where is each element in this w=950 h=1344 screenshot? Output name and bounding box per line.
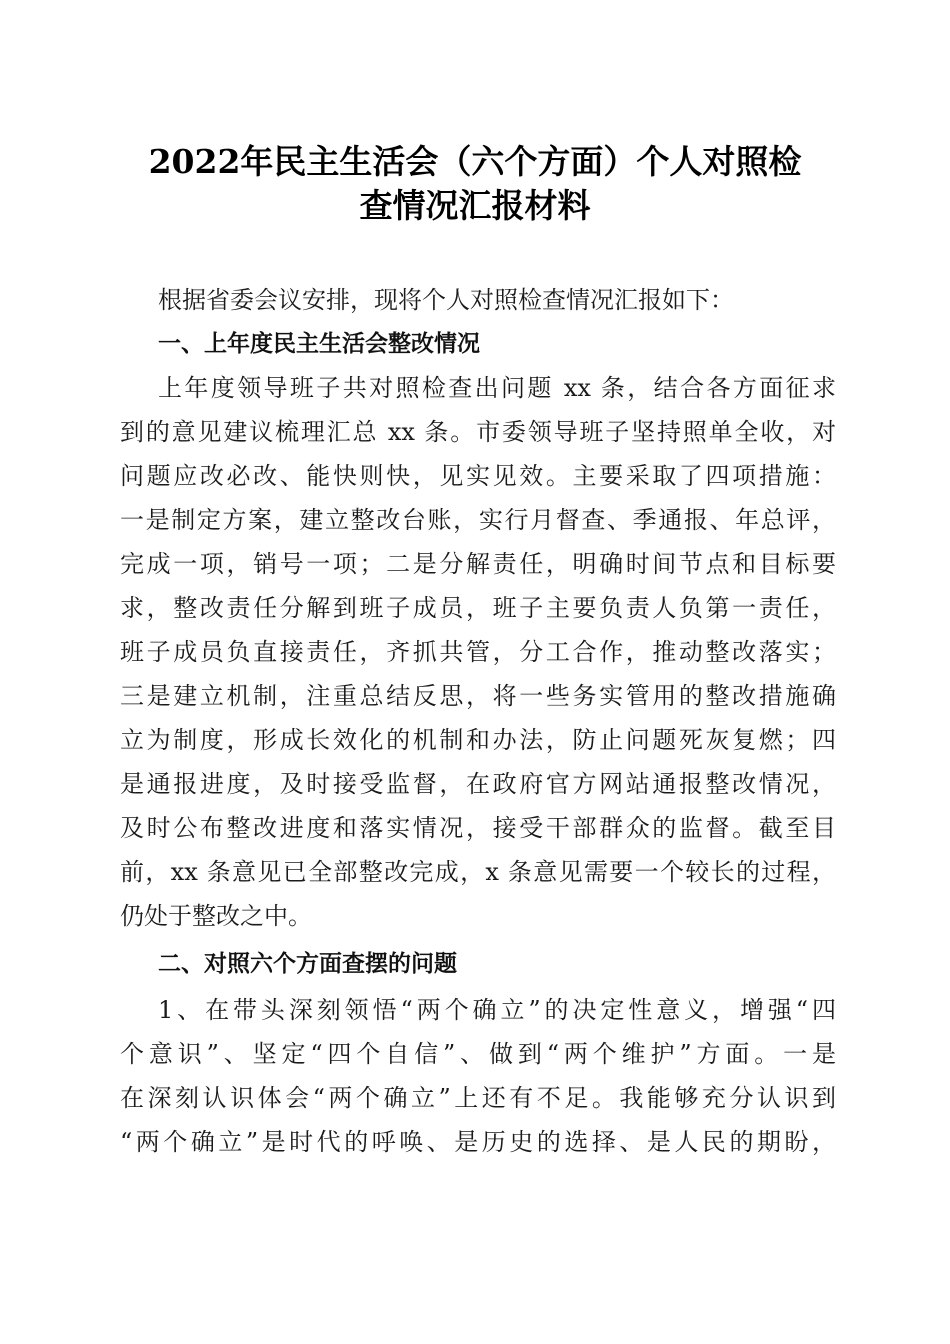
section-1-text-line: 问题应改必改、能快则快，见实见效。主要采取了四项措施：: [120, 462, 836, 490]
document-title-line-2: 查情况汇报材料: [359, 186, 591, 225]
document-title-line-1: 2022年民主生活会（六个方面）个人对照检: [148, 142, 802, 181]
section-1-text-line: 三是建立机制，注重总结反思，将一些务实管用的整改措施确: [120, 682, 836, 710]
section-1-text-line: 到的意见建议梳理汇总 xx 条。市委领导班子坚持照单全收，对: [120, 418, 836, 446]
section-2-text-line: 在深刻认识体会“两个确立”上还有不足。我能够充分认识到: [120, 1084, 836, 1112]
section-2-text-line: 个意识”、坚定“四个自信”、做到“两个维护”方面。一是: [120, 1040, 836, 1068]
section-1-text-line: 求，整改责任分解到班子成员，班子主要负责人负第一责任，: [120, 594, 836, 622]
intro-paragraph: 根据省委会议安排，现将个人对照检查情况汇报如下：: [158, 286, 734, 314]
section-1-text-line: 一是制定方案，建立整改台账，实行月督查、季通报、年总评，: [120, 506, 836, 534]
section-1-text-line: 班子成员负直接责任，齐抓共管，分工合作，推动整改落实；: [120, 638, 836, 666]
section-2-text-line: 1、在带头深刻领悟“两个确立”的决定性意义，增强“四: [158, 996, 836, 1024]
section-2-text-line: “两个确立”是时代的呼唤、是历史的选择、是人民的期盼，: [120, 1128, 836, 1156]
section-1-heading: 一、上年度民主生活会整改情况: [158, 331, 480, 357]
section-2-heading: 二、对照六个方面查摆的问题: [158, 951, 457, 977]
section-1-text-line: 立为制度，形成长效化的机制和办法，防止问题死灰复燃；四: [120, 726, 836, 754]
section-1-text-line: 上年度领导班子共对照检查出问题 xx 条，结合各方面征求: [158, 374, 836, 402]
section-1-text-line: 完成一项，销号一项；二是分解责任，明确时间节点和目标要: [120, 550, 836, 578]
section-1-text-line: 仍处于整改之中。: [120, 902, 312, 930]
section-1-text-line: 前，xx 条意见已全部整改完成，x 条意见需要一个较长的过程，: [120, 858, 836, 886]
section-1-text-line: 是通报进度，及时接受监督，在政府官方网站通报整改情况，: [120, 770, 836, 798]
section-1-text-line: 及时公布整改进度和落实情况，接受干部群众的监督。截至目: [120, 814, 836, 842]
